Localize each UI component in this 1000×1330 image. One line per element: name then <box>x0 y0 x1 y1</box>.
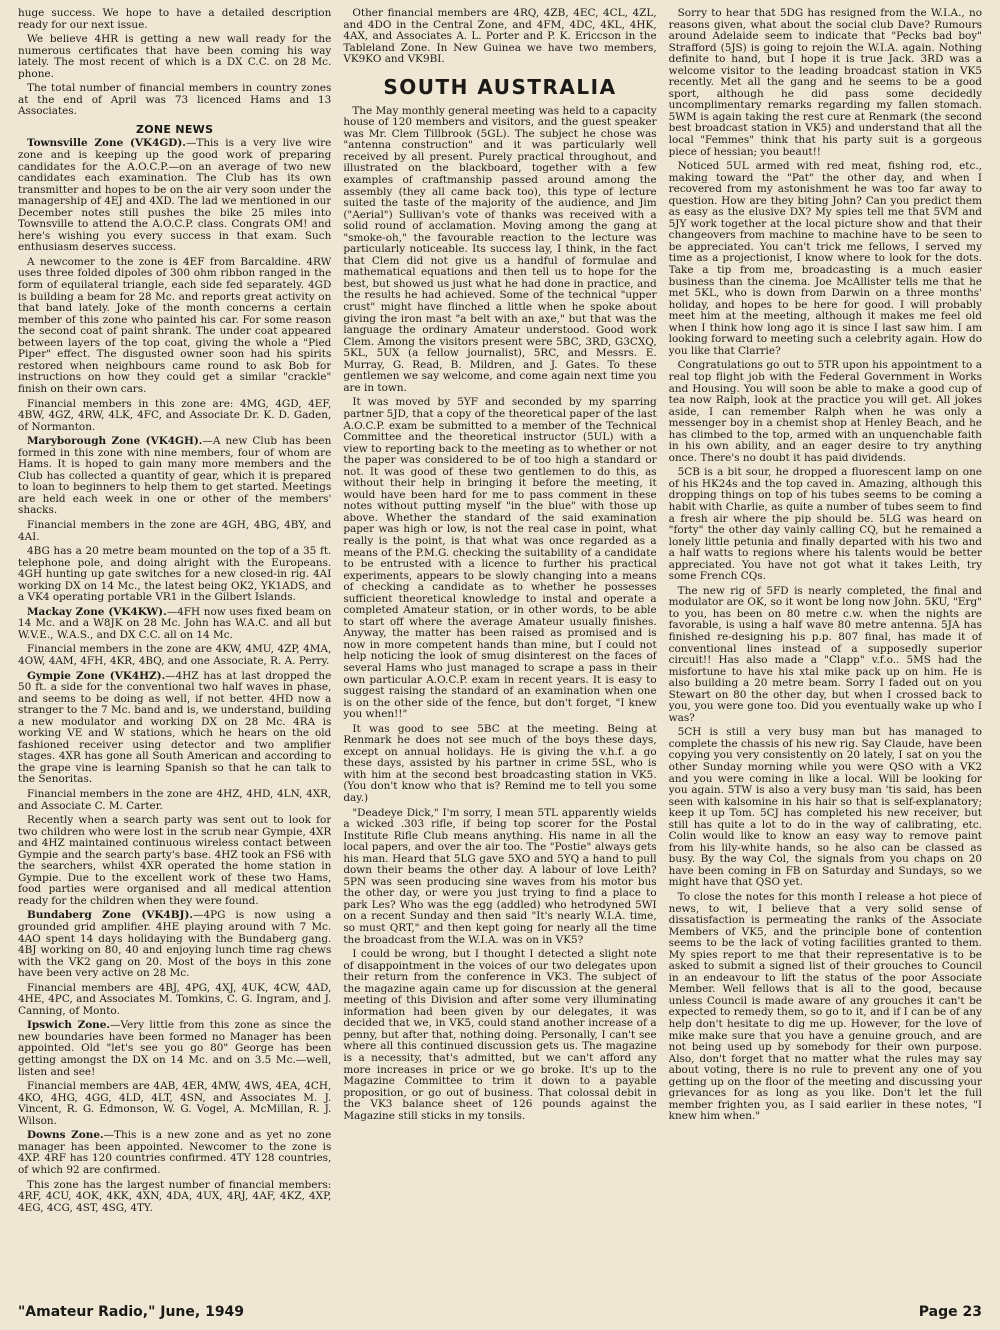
paragraph: The new rig of 5FD is nearly completed, the final and modulator are OK, so it wont be long now John. 5KU, "Erg" to you, has been on 80 metre c.w. when the nights are favorable, is using a half wave 80 metre antenna. 5JA has finished re-designing his p.p. 807 final, has made it of conventional lines instead of a supposedly superior circuit!! Has also made a "Clapp" v.f.o.. 5MS had the misfortune to have his xtal mike pack up on him. He is also building a 20 metre beam. Sorry I faded out on you Stewart on 80 the other day, but when I crossed back to you, you were gone too. Did you eventually wake up who I was? <box>668 584 982 724</box>
section-heading-zone-news: ZONE NEWS <box>135 122 214 136</box>
paragraph: 4BG has a 20 metre beam mounted on the top of a 35 ft. telephone pole, and doing alright with the Europeans. 4GH hunting up gate switches for a new closed-in rig. 4AI working DX on 14 Mc., the latest being OK2, YK1ADS, and a VK4 operating portable VR1 in the Gilbert Islands. <box>18 545 332 604</box>
paragraph: It was good to see 5BC at the meeting. Being at Renmark he does not see much of the boys these days, except on annual holidays. He is giving the v.h.f. a go these days, assisted by his partner in crime 5SL, who is with him at the second best broadcasting station in VK5. (You don't know who that is? Remind me to tell you some day.) <box>343 722 657 804</box>
paragraph: Financial members in this zone are: 4MG, 4GD, 4EF, 4BW, 4GZ, 4RW, 4LK, 4FC, and Associate Dr. K. D. Gaden, of Normanton. <box>18 397 332 433</box>
paragraph: Financial members in the zone are 4KW, 4MU, 4ZP, 4MA, 4OW, 4AM, 4FH, 4KR, 4BQ, and one Associate, R. A. Perry. <box>18 643 332 667</box>
paragraph: Noticed 5UL armed with red meat, fishing rod, etc., making toward the "Pat" the other day, and when I recovered from my astonishment he was too far away to question. How are they biting John? Can you predict them as easy as the elusive DX? My spies tell me that 5VM and 5JY work together at the local picture show and that their changeovers from machine to machine have to be seen to be appreciated. You can't trick me fellows, I served my time as a projectionist, I know where to look for the dots. Take a tip from me, broadcasting is a much easier business than the cinema. Joe McAllister tells me that he met 5KL, who is down from Darwin on a three months' holiday, and hopes to be here for good. I will probably meet him at the meeting, although it makes me feel old when I think how long ago it is since I last saw him. I am looking forward to meeting such a celebrity again. How do you like that Clarrie? <box>668 160 982 357</box>
zone-text: —This is a new zone and as yet no zone manager has been appointed. Newcomer to the zone is 4XP. 4RF has 120 countries confirmed. 4TY 128 countries, of which 92 are confirmed. <box>18 1129 332 1176</box>
zone-text: —4FH now uses fixed beam on 14 Mc. and a W8JK on 28 Mc. John has W.A.C. and all but W.V.E., W.A.S., and DX C.C. all on 14 Mc. <box>18 605 332 641</box>
paragraph: 5CH is still a very busy man but has managed to complete the chassis of his new rig. Say Claude, have been copying you very consistently on 20 lately, I sat on you the other Sunday morning while you were QSO with a VK2 and you were coming in like a local. Will be looking for you again. 5TW is also a very busy man 'tis said, has been seen with kalsomine in his hair so that is self-explanatory; keep it up Tom. 5CJ has completed his new receiver, but still has quite a lot to do in the way of calibrating, etc. Colin would like to know an easy way to remove paint from his lily-white hands, so he also can be classed as busy. By the way Col, the signals from you chaps on 20 have been coming in FB on Saturday and Sundays, so we might have that QSO yet. <box>668 726 982 889</box>
section-heading-south-australia: SOUTH AUSTRALIA <box>383 74 617 99</box>
paragraph: Other financial members are 4RQ, 4ZB, 4EC, 4CL, 4ZL, and 4DO in the Central Zone, and 4FM, 4DC, 4KL, 4HK, 4AX, and Associates A. L. Porter and P. K. Ericcson in the Tableland Zone. In New Guinea we have two members, VK9KO and VK9BI. <box>343 8 657 66</box>
zone-text: —Very little from this zone as since the new boundaries have been formed no Manager has been appointed. Old "let's see you go 80" George has been getting amongst the DX on 14 Mc. and on 3.5 Mc.—well, listen and see! <box>18 1019 332 1078</box>
paragraph: The total number of financial members in country zones at the end of April was 73 licenced Hams and 13 Associates. <box>18 82 332 118</box>
paragraph: Financial members are 4AB, 4ER, 4MW, 4WS, 4EA, 4CH, 4KO, 4HG, 4GG, 4LD, 4LT, 4SN, and Associates M. J. Vincent, R. G. Edmonson, W. G. Vogel, A. McMillan, R. J. Wilson. <box>18 1080 332 1127</box>
paragraph: The May monthly general meeting was held to a capacity house of 120 members and visitors, and the guest speaker was Mr. Clem Tillbrook (5GL). The subject he chose was "antenna construction" and it was particularly well received by all present. Purely practical throughout, and illustrated on the blackboard, together with a few examples of craftmanship passed around among the assembly (they all came back too), this type of lecture suited the taste of the majority of the audience, and Jim ("Aerial") Sullivan's vote of thanks was received with a solid round of acclamation. Moving among the gang at "smoke-oh," the favourable reaction to the lecture was particularly noticeable. Its success lay, I think, in the fact that Clem did not give us a handful of formulae and mathematical equations and then tell us to hope for the best, but showed us just what he had done in practice, and the results he had achieved. Some of the technical "upper crust" might have flinched a little when he spoke about giving the iron mast "a belt with an axe," but that was the language the ordinary Amateur understood. Good work Clem. Among the visitors present were 5BC, 3RD, G3CXQ, 5KL, 5UX (a fellow journalist), 5RC, and Messrs. E. Murray, G. Read, B. Mildren, and J. Gates. To these gentlemen we say welcome, and come again next time you are in town. <box>343 104 657 394</box>
paragraph: Sorry to hear that 5DG has resigned from the W.I.A., no reasons given, what about the social club Dave? Rumours around Adelaide seem to indicate that "Pecks bad boy" Strafford (5JS) is going to rejoin the W.I.A. again. Nothing definite to hand, but I hope it is true Jack. 3RD was a welcome visitor to the leading broadcast station in VK5 recently. Met all the gang and he seems to be a good sport, although he did pass some decidedly uncomplimentary remarks regarding my fallen stomach. 5WM is again taking the rest cure at Renmark (the second best broadcast station in VK5) and understand that all the local "Femmes" think that his party suit is a gorgeous piece of hessian; you beaut!! <box>668 8 982 158</box>
zone-name: Townsville Zone (VK4GD). <box>27 137 186 150</box>
zone-paragraph-ipswich <box>18 1020 331 1078</box>
column-middle <box>343 8 656 1290</box>
page-number: Page 23 <box>918 1304 982 1320</box>
paragraph: Financial members in the zone are 4HZ, 4HD, 4LN, 4XR, and Associate C. M. Carter. <box>18 788 332 812</box>
zone-name: Bundaberg Zone (VK4BJ). <box>27 909 194 922</box>
paragraph: I could be wrong, but I thought I detected a slight note of disappointment in the voices of our two delegates upon their return from the conference in VK3. The subject of the magazine again came up for discussion at the general meeting of this Division and after some very illuminating information had been given by our delegates, it was decided that we, in VK5, could stand another increase of a penny, but after that, nothing doing. Personally, I can't see where all this continued discussion gets us. The magazine is a necessity, that's admitted, but we can't afford any more increases in price or we go broke. It's up to the Magazine Committee to trim it down to a payable proposition, or go out of business. That colossal debit in the VK3 balance sheet of 126 pounds against the Magazine still sticks in my tonsils. <box>343 948 657 1122</box>
zone-paragraph-townsville <box>18 138 331 253</box>
paragraph: To close the notes for this month I release a hot piece of news, to wit, I believe that a very solid sense of dissatisfaction is permeating the ranks of the Associate Members of VK5, and the principle bone of contention seems to be the lack of voting facilities granted to them. My spies report to me that their representative is to be asked to submit a signed list of their grouches to Council in an endeavour to lift the status of the poor Associate Member. Well fellows that is all to the good, because unless Council is made aware of any grouches it can't be expected to remedy them, so go to it, and if I can be of any help don't hesitate to dig me up. However, for the love of mike make sure that you have a genuine grouch, and are not being used up by somebody for their own purpose. Also, don't forget that no matter what the rules may say about voting, there is no rule to prevent any one of you getting up on the floor of the meeting and discussing your grievances for as long as you like. Don't let the full member frighten you, as I said earlier in these notes, "I knew him when." <box>668 891 982 1123</box>
zone-paragraph-gympie <box>18 671 331 786</box>
paragraph: Recently when a search party was sent out to look for two children who were lost in the scrub near Gympie, 4XR and 4HZ maintained continuous wireless contact between Gympie and the search party's base. 4HZ took an FS6 with the searchers, whilst 4XR operated the home station in Gympie. Due to the excellent work of these two Hams, food parties were organised and all medical attention ready for the children when they were found. <box>18 814 332 907</box>
publication-title: "Amateur Radio," June, 1949 <box>18 1304 245 1320</box>
paragraph: 5CB is a bit sour, he dropped a fluorescent lamp on one of his HK24s and the top caved in. Amazing, although this dropping things on top of his tubes seems to be coming a habit with Charlie, as quite a number of tubes seem to find a fresh air where the pip should be. 5LG was heard on "forty" the other day vainly calling CQ, but he remained a lonely little petunia and finally departed with his two and a half watts to regions where his talents would be better appreciated. You have not got what it takes Leith, try some French CQs. <box>668 466 982 583</box>
zone-text: —This is a very live wire zone and is keeping up the good work of preparing candidates for the A.O.C.P.—on an average of two new candidates each examination. The Club has its own transmitter and hopes to be on the air very soon under the managership of 4EJ and 4XD. The lad we mentioned in our December notes still pushes the bike 25 miles into Townsville to attend the A.O.C.P. class. Congrats OM! and here's wishing you every success in that exam. Such enthusiasm deserves success. <box>18 137 332 254</box>
zone-text: —4HZ has at last dropped the 50 ft. a side for the conventional two half waves in phase, and seems to be doing as well, if not better. 4HD now a stranger to the 7 Mc. band and is, we understand, building a new modulator and working DX on 28 Mc. 4RA is working VE and W stations, which he hears on the old fashioned receiver using detector and two amplifier stages. 4XR has gone all South American and according to the grape vine is learning Spanish so that he can talk to the Senoritas. <box>18 669 332 786</box>
zone-name: Ipswich Zone. <box>27 1019 111 1032</box>
column-left <box>18 8 331 1290</box>
zone-paragraph-mackay <box>18 607 331 642</box>
paragraph: A newcomer to the zone is 4EF from Barcaldine. 4RW uses three folded dipoles of 300 ohm ribbon ranged in the form of equilateral triangle, each side fed separately. 4GD is building a beam for 28 Mc. and reports great activity on that band lately. Joke of the month concerns a certain member of this zone who painted his car. For some reason the second coat of paint shrank. The under coat appeared between layers of the top coat, giving the whole a "Pied Piper" effect. The disgusted owner soon had his spirits restored when neighbours came round to ask Bob for instructions on how they could get a similar "crackle" finish on their own cars. <box>18 255 332 395</box>
paragraph: Financial members are 4BJ, 4PG, 4XJ, 4UK, 4CW, 4AD, 4HE, 4PC, and Associates M. Tomkins, C. G. Ingram, and J. Canning, of Monto. <box>18 981 332 1017</box>
paragraph: Financial members in the zone are 4GH, 4BG, 4BY, and 4AI. <box>18 518 332 543</box>
zone-name: Downs Zone. <box>27 1129 104 1142</box>
zone-text: —A new Club has been formed in this zone with nine members, four of whom are Hams. It is hoped to gain many more members and the Club has collected a quantity of gear, which it is prepared to loan to beginners to help them to get started. Meetings are held each week in one or other of the members' shacks. <box>18 435 332 517</box>
zone-paragraph-maryborough <box>18 436 331 517</box>
paragraph: We believe 4HR is getting a new wall ready for the numerous certificates that have been coming his way lately. The most recent of which is a DX C.C. on 28 Mc. phone. <box>18 33 332 80</box>
column-right <box>669 8 982 1290</box>
zone-text: —4PG is now using a grounded grid amplifier. 4HE playing around with 7 Mc. 4AO spent 14 days holidaying with the Bundaberg gang. 4BJ working on 80, 40 and enjoying lunch time rag chews with the VK2 gang on 20. Most of the boys in this zone have been very active on 28 Mc. <box>18 909 332 980</box>
zone-name: Mackay Zone (VK4KW). <box>27 605 167 618</box>
zone-paragraph-downs <box>18 1130 331 1176</box>
text-columns <box>18 8 982 1290</box>
paragraph: Congratulations go out to 5TR upon his appointment to a real top flight job with the Federal Government in Works and Housing. You will soon be able to make a good cup of tea now Ralph, look at the practice you will get. All jokes aside, I can remember Ralph when he was only a messenger boy in a chemist shop at Henley Beach, and he has climbed to the top, armed with an unquenchable faith in his own ability, and an eager desire to try anything once. There's no doubt it has paid dividends. <box>668 359 982 464</box>
page-footer <box>18 1304 982 1320</box>
zone-name: Gympie Zone (VK4HZ). <box>27 669 166 682</box>
paragraph: This zone has the largest number of financial members: 4RF, 4CU, 4OK, 4KK, 4XN, 4DA, 4UX, 4RJ, 4AF, 4KZ, 4XP, 4EG, 4CG, 4ST, 4SG, 4TY. <box>18 1178 332 1214</box>
paragraph: huge success. We hope to have a detailed description ready for our next issue. <box>18 8 332 31</box>
paragraph: "Deadeye Dick," I'm sorry, I mean 5TL apparently wields a wicked .303 rifle, if being top scorer for the Postal Institute Rifle Club means anything. His name in all the local papers, and over the air too. The "Postie" always gets his man. Heard that 5LG gave 5XO and 5YQ a hand to pull down their beams the other day. A labour of love Leith? 5PN was seen producing sine waves from his motor bus the other day, or were you just trying to find a place to park Les? Who was the egg (addled) who hetrodyned 5WI on a recent Sunday and then said "It's nearly W.I.A. time, so must QRT," and then kept going for nearly all the time the broadcast from the W.I.A. was on in VK5? <box>343 806 657 946</box>
paragraph: It was moved by 5YF and seconded by my sparring partner 5JD, that a copy of the theoretical paper of the last A.O.C.P. exam be submitted to a member of the Technical Committee and the theoretical instructor (5UL) with a view to reporting back to the meeting as to whether or not the paper was considered to be of too high a standard or not. It was good of these two gentlemen to do this, as without their help in bringing it before the meeting, it would have been hard for me to pass comment in these notes without putting myself "in the blue" with those up above. Whether the standard of the said examination paper was high or low, is not the real case in point, what really is the point, is that what was once regarded as a means of the P.M.G. checking the suitability of a candidate to be entrusted with a licence to further his practical experiments, appears to be slowly changing into a means of checking a candidate as to whether he possesses sufficient theoretical knowledge to instal and operate a completed Amateur station, or in other words, to be able to start off where the average Amateur usually finishes. Anyway, the matter has been raised as promised and is now in more competent hands than mine, but I could not help noticing the look of smug disinterest on the faces of several Hams who just managed to scrape a pass in their own particular A.O.C.P. exam in recent years. It is easy to suggest raising the standard of an examination when one is on the other side of the fence, but don't forget, "I knew you when!!" <box>343 396 657 721</box>
zone-name: Maryborough Zone (VK4GH). <box>27 435 203 448</box>
zone-paragraph-bundaberg <box>18 910 331 979</box>
